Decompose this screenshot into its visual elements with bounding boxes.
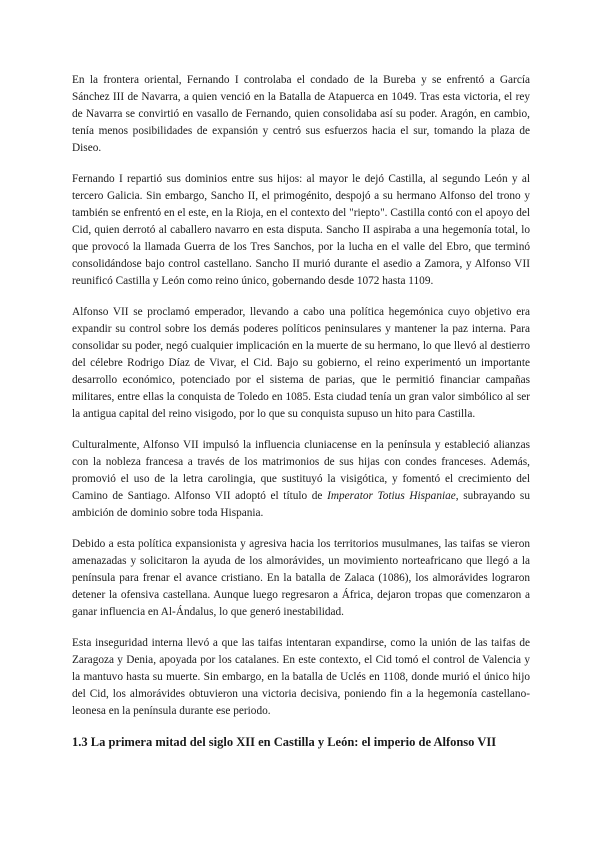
paragraph-taifas-almoravides: Debido a esta política expansionista y agresiva hacia los territorios musulmanes, las taifas se vieron amenazadas y solicitaron la ayuda de los almorávides, un movimiento norteafricano que llegó a la península para frenar el avance cristiano. En la batalla de Zalaca (1086), los almorávides lograron detener la ofensiva castellana. Aunque luego regresaron a África, dejaron tropas que comenzaron a ganar influencia en Al-Ándalus, lo que generó inestabilidad. [72,538,530,618]
paragraph-cultura-text-before: Culturalmente, Alfonso VII impulsó la influencia cluniacense en la península y estableció alianzas con la nobleza francesa a través de los matrimonios de sus hijas con condes franceses. Además, promovió el uso de la letra carolingia, que sustituyó la visigótica, y fomentó el crecimiento del Camino de Santiago. Alfonso VII adoptó el título de [72,439,530,502]
paragraph-cultura-text-after: , subrayando su ambición de dominio sobre toda Hispania. [72,490,530,519]
document-page [72,72,530,751]
paragraph-frontera-oriental: En la frontera oriental, Fernando I controlaba el condado de la Bureba y se enfrentó a García Sánchez III de Navarra, a quien venció en la Batalla de Atapuerca en 1049. Tras esta victoria, el rey de Navarra se convirtió en vasallo de Fernando, quien consolidaba así su poder. Aragón, en cambio, tenía menos posibilidades de expansión y centró sus esfuerzos hacia el sur, tomando la plaza de Diseo. [72,74,530,154]
imperial-title: Imperator Totius Hispaniae [327,490,456,502]
paragraph-inseguridad-interna: Esta inseguridad interna llevó a que las taifas intentaran expandirse, como la unión de las taifas de Zaragoza y Denia, apoyada por los catalanes. En este contexto, el Cid tomó el control de Valencia y la mantuvo hasta su muerte. Sin embargo, en la batalla de Uclés en 1108, donde murió el único hijo del Cid, los almorávides obtuvieron una victoria decisiva, poniendo fin a la hegemonía castellano-leonesa en la península durante ese periodo. [72,637,530,717]
paragraph-reparto-dominios: Fernando I repartió sus dominios entre sus hijos: al mayor le dejó Castilla, al segundo León y al tercero Galicia. Sin embargo, Sancho II, el primogénito, despojó a su hermano Alfonso del trono y también se enfrentó en el este, en la Rioja, en el contexto del "riepto". Castilla contó con el apoyo del Cid, quien derrotó al caballero navarro en esta disputa. Sancho II aspiraba a una hegemonía total, lo que provocó la llamada Guerra de los Tres Sanchos, por la lucha en el valle del Ebro, que terminó consolidándose bajo control castellano. Sancho II murió durante el asedio a Zamora, y Alfonso VII reunificó Castilla y León como reino único, gobernando desde 1072 hasta 1109. [72,173,530,287]
paragraph-alfonso-emperador: Alfonso VII se proclamó emperador, llevando a cabo una política hegemónica cuyo objetivo era expandir su control sobre los demás poderes políticos peninsulares y mantener la paz interna. Para consolidar su poder, negó cualquier implicación en la muerte de su hermano, lo que llevó al destierro del célebre Rodrigo Díaz de Vivar, el Cid. Bajo su gobierno, el reino experimentó un importante desarrollo económico, potenciado por el sistema de parias, que le permitió financiar campañas militares, entre ellas la conquista de Toledo en 1085. Esta ciudad tenía un gran valor simbólico al ser la antigua capital del reino visigodo, por lo que su conquista supuso un hito para Castilla. [72,306,530,420]
section-heading: 1.3 La primera mitad del siglo XII en Castilla y León: el imperio de Alfonso VII [72,735,497,749]
paragraph-cultura [72,437,530,522]
